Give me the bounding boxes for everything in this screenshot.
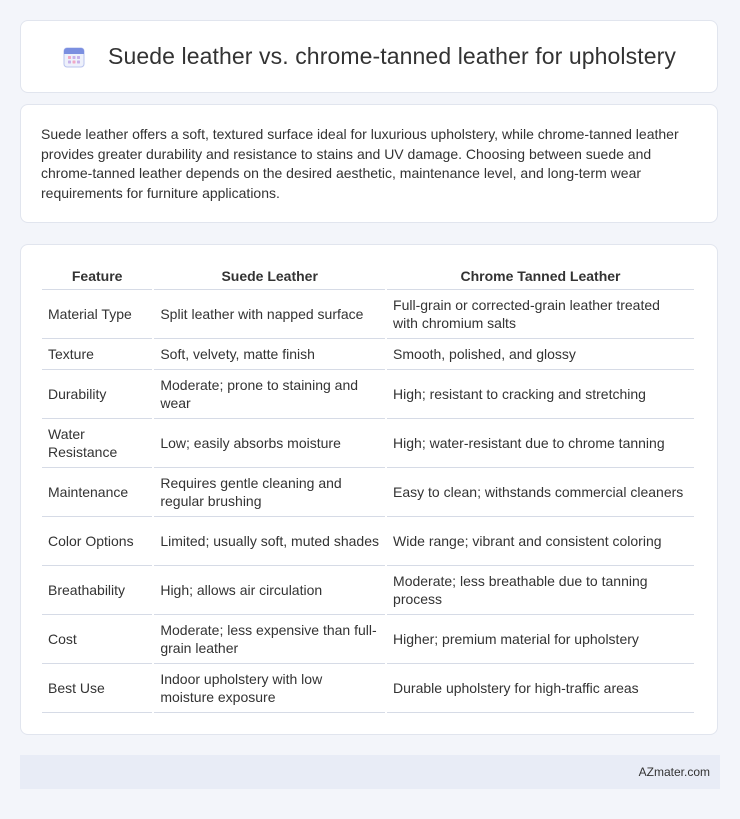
suede-cell: Indoor upholstery with low moisture exposure [154,664,385,713]
feature-cell: Material Type [42,290,152,339]
table-header-row [42,263,694,290]
feature-cell: Maintenance [42,468,152,517]
suede-cell: High; allows air circulation [154,566,385,615]
chrome-cell: Full-grain or corrected-grain leather treated with chromium salts [387,290,694,339]
feature-cell: Best Use [42,664,152,713]
header-feature: Feature [42,263,152,290]
title-card [20,20,718,93]
suede-cell: Moderate; less expensive than full-grain leather [154,615,385,664]
table-row [42,664,694,713]
calendar-icon [62,45,86,69]
intro-paragraph: Suede leather offers a soft, textured surface ideal for luxurious upholstery, while chrome-tanned leather provides greater durability and resistance to stains and UV damage. Choosing between suede and chrome-tanned leather depends on the desired aesthetic, maintenance level, and long-term wear requirements for furniture applications. [41,126,679,201]
header-chrome: Chrome Tanned Leather [387,263,694,290]
feature-cell: Water Resistance [42,419,152,468]
header-suede: Suede Leather [154,263,385,290]
table-row [42,615,694,664]
footer-bar [20,755,720,789]
suede-cell: Requires gentle cleaning and regular brushing [154,468,385,517]
chrome-cell: High; resistant to cracking and stretching [387,370,694,419]
chrome-cell: High; water-resistant due to chrome tanning [387,419,694,468]
chrome-cell: Wide range; vibrant and consistent coloring [387,517,694,566]
feature-cell: Durability [42,370,152,419]
intro-card [20,104,718,223]
table-row [42,339,694,370]
table-row [42,517,694,566]
chrome-cell: Smooth, polished, and glossy [387,339,694,370]
suede-cell: Low; easily absorbs moisture [154,419,385,468]
feature-cell: Texture [42,339,152,370]
table-row [42,290,694,339]
feature-cell: Breathability [42,566,152,615]
feature-cell: Color Options [42,517,152,566]
chrome-cell: Moderate; less breathable due to tanning process [387,566,694,615]
chrome-cell: Durable upholstery for high-traffic areas [387,664,694,713]
chrome-cell: Easy to clean; withstands commercial cleaners [387,468,694,517]
suede-cell: Soft, velvety, matte finish [154,339,385,370]
table-row [42,370,694,419]
suede-cell: Limited; usually soft, muted shades [154,517,385,566]
table-row [42,419,694,468]
comparison-table [40,263,696,713]
chrome-cell: Higher; premium material for upholstery [387,615,694,664]
comparison-card [20,244,718,735]
page-title: Suede leather vs. chrome-tanned leather for upholstery [108,43,676,69]
feature-cell: Cost [42,615,152,664]
table-row [42,566,694,615]
footer-brand: AZmater.com [638,765,710,779]
table-row [42,468,694,517]
suede-cell: Split leather with napped surface [154,290,385,339]
suede-cell: Moderate; prone to staining and wear [154,370,385,419]
